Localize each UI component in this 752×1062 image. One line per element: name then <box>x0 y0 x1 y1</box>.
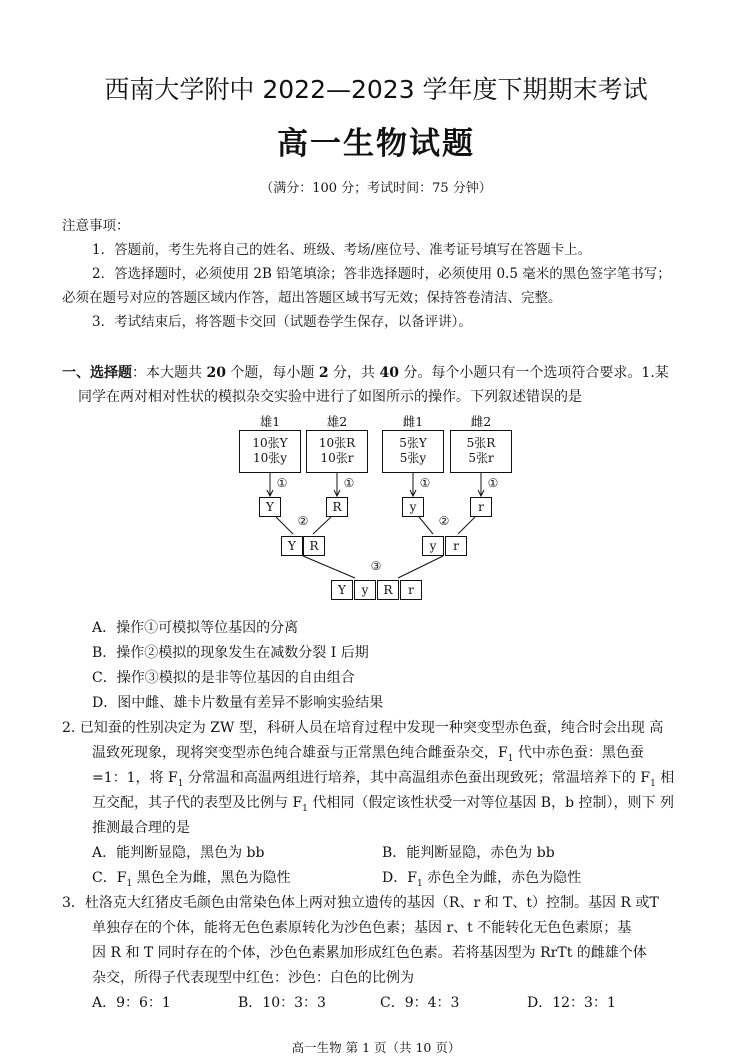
q2-line-1: 2. 已知蚕的性别决定为 ZW 型，科研人员在培育过程中发现一种突变型赤色蚕，纯合时会出现 高 <box>62 720 664 736</box>
q1-stem: 同学在两对相对性状的模拟杂交实验中进行了如图所示的操作。下列叙述错误的是 <box>78 389 582 405</box>
q2-option-d: D．$F_1$ 赤色全为雌，赤色为隐性 <box>382 870 582 889</box>
q3-option-d: D．12：3：1 <box>527 995 616 1011</box>
section-intro: 一、选择题：本大题共 20 个题，每小题 2 分，共 40 分。每个小题只有一个选项符合要求。1.某 <box>62 365 669 381</box>
label-male-1: 雄1 <box>259 414 281 429</box>
q1-option-c: C．操作③模拟的是非等位基因的自由组合 <box>92 670 355 686</box>
final-card: Y <box>331 580 353 600</box>
step-2-marker: ② <box>438 514 450 528</box>
q3-line-2: 单独存在的个体，能将无色色素原转化为沙色色素；基因 r、t 不能转化无色色素原；基 <box>92 920 632 936</box>
note-item-1: 1．答题前，考生先将自己的姓名、班级、考场/座位号、准考证号填写在答题卡上。 <box>92 242 592 258</box>
q1-option-a: A．操作①可模拟等位基因的分离 <box>92 620 299 636</box>
note-item-3: 3．考试结束后，将答题卡交回（试题卷学生保存，以备评讲）。 <box>92 314 472 330</box>
picked-card: R <box>326 497 348 517</box>
q2-option-b: B．能判断显隐，赤色为 bb <box>382 845 555 861</box>
card-box-male-1: 10张Y 10张y <box>239 430 301 473</box>
q2-line-2: 温致死现象，现将突变型赤色纯合雄蚕与正常黑色纯合雌蚕杂交，$F_1$ 代中赤色蚕：黑色蚕 <box>92 745 644 764</box>
card-box-female-1: 5张Y 5张y <box>382 430 444 473</box>
label-male-2: 雄2 <box>326 414 348 429</box>
step-2-marker: ② <box>297 514 309 528</box>
q2-option-a: A．能判断显隐，黑色为 bb <box>92 845 265 861</box>
subject-title: 高一生物试题 <box>277 126 475 162</box>
picked-card: Y <box>259 497 281 517</box>
q3-line-3: 因 R 和 T 同时存在的个体，沙色色素累加形成红色色素。若将基因型为 RrTt 的雌雄个体 <box>92 945 647 961</box>
card-box-male-2: 10张R 10张r <box>306 430 368 473</box>
q1-option-d: D．图中雌、雄卡片数量有差异不影响实验结果 <box>92 695 384 711</box>
final-card: y <box>354 580 376 600</box>
step-3-marker: ③ <box>370 559 382 573</box>
step-1-marker: ① <box>419 476 431 490</box>
label-female-1: 雌1 <box>402 414 424 429</box>
picked-card: y <box>402 497 424 517</box>
pair-card: r <box>445 536 467 556</box>
pair-card: Y <box>281 536 303 556</box>
label-female-2: 雌2 <box>470 414 492 429</box>
q2-line-4: 互交配，其子代的表型及比例与 $F_1$ 代相同（假定该性状受一对等位基因 B，b 控制），则下 列 <box>92 795 674 814</box>
q2-option-c: C．$F_1$ 黑色全为雌，黑色为隐性 <box>92 870 291 889</box>
q3-option-c: C．9：4：3 <box>380 995 460 1011</box>
step-1-marker: ① <box>343 476 355 490</box>
note-item-2b: 必须在题号对应的答题区域内作答，超出答题区域书写无效；保持答卷清洁、完整。 <box>62 290 562 306</box>
card-box-female-2: 5张R 5张r <box>450 430 512 473</box>
q2-line-3: =1：1，将 $F_1$ 分常温和高温两组进行培养，其中高温组赤色蚕出现致死；常温培养下的 $F_1$ 相 <box>92 770 675 789</box>
pair-card: R <box>303 536 325 556</box>
step-1-marker: ① <box>487 476 499 490</box>
exam-info: （满分：100 分；考试时间：75 分钟） <box>260 181 492 196</box>
q3-line-4: 杂交，所得子代表现型中红色：沙色：白色的比例为 <box>92 970 414 986</box>
q3-option-a: A．9：6：1 <box>92 995 171 1011</box>
picked-card: r <box>470 497 492 517</box>
q1-option-b: B．操作②模拟的现象发生在减数分裂 I 后期 <box>92 645 369 661</box>
pair-card: y <box>422 536 444 556</box>
q3-line-1: 3．杜洛克大红猪皮毛颜色由常染色体上两对独立遗传的基因（R、r 和 T、t）控制。基因 R 或T <box>62 895 659 911</box>
exam-school-title: 西南大学附中 2022—2023 学年度下期期末考试 <box>104 75 648 104</box>
note-item-2a: 2．答选择题时，必须使用 2B 铅笔填涂；答非选择题时，必须使用 0.5 毫米的黑色签字笔书写； <box>92 266 671 282</box>
notes-heading: 注意事项： <box>62 218 130 234</box>
page-footer: 高一生物 第 1 页（共 10 页） <box>291 1040 461 1055</box>
final-card: R <box>377 580 399 600</box>
section-label: 一、选择题 <box>62 365 132 381</box>
q3-option-b: B．10：3：3 <box>238 995 326 1011</box>
final-card: r <box>400 580 422 600</box>
step-1-marker: ① <box>276 476 288 490</box>
q2-line-5: 推测最合理的是 <box>92 820 190 836</box>
